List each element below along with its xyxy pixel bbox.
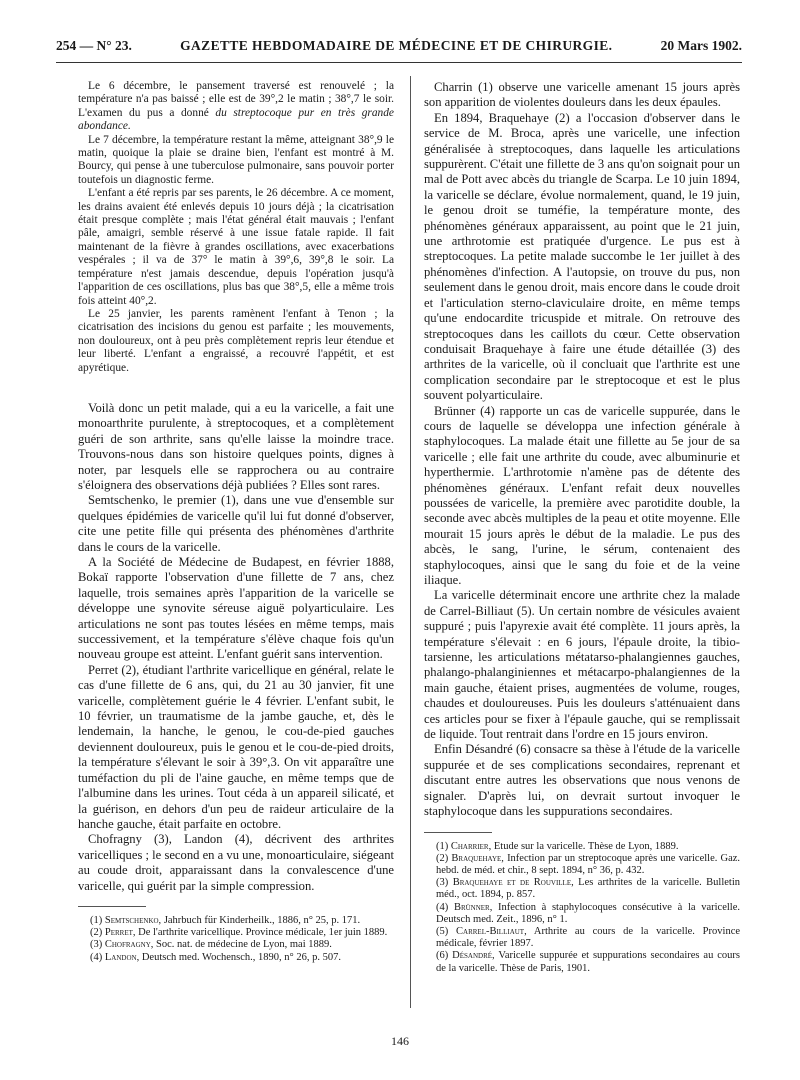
- running-header: [56, 38, 742, 63]
- footnote-rule: [424, 832, 492, 833]
- footnote: (5) Carrel-Billiaut, Arthrite au cours de la varicelle. Province médicale, février 1897.: [436, 925, 741, 950]
- footnote: (1) Charrier, Etude sur la varicelle. Thèse de Lyon, 1889.: [436, 840, 679, 852]
- text-columns: [78, 80, 740, 1030]
- column-divider: [410, 76, 411, 1008]
- header-page-number: 254: [56, 38, 77, 53]
- case-paragraph: L'enfant a été repris par ses parents, le 26 décembre. A ce moment, les drains avaient été enlevés depuis 10 jours déjà ; la cicatrisation était presque complète ; mais l'état général était mauvais ; l'enfant pâle, amaigri, semble réservé à une issue fatale rapide. Il fait maintenant de la fièvre à grandes oscillations, avec exacerbations vespérales ; il va de 37° le matin à 39°,6, 39°,8 le soir. La température n'est jamais descendue, depuis l'opération jusqu'à l'apparition de ces oscillations, plus bas que 38°,5, elle a même trois fois atteint 40°,2.: [78, 187, 394, 307]
- footnote: (1) Semtschenko, Jahrbuch für Kinderheilk., 1886, n° 25, p. 171.: [90, 914, 361, 926]
- right-footnotes: [424, 841, 740, 975]
- body-paragraph: Semtschenko, le premier (1), dans une vue d'ensemble sur quelques épidémies de varicelle qu'il lui fut donné d'observer, cite une petite fille qui présenta des phénomènes d'arthrite dans le cours de la varicelle.: [78, 493, 394, 554]
- footnote: (2) Perret, De l'arthrite varicellique. Province médicale, 1er juin 1889.: [90, 927, 388, 939]
- body-paragraph: En 1894, Braquehaye (2) a l'occasion d'observer dans le service de M. Broca, après une varicelle, une infection généralisée à streptocoques, dans laquelle les articulations suppurèrent. C'était une fillette de 3 ans qu'on soignait pour un mal de Pott avec abcès du triangle de Scarpa. Le 10 juin 1894, la varicelle se déclare, évolue normalement, quand, le 19 juin, le genou droit se tuméfie, la température monte, des phénomènes généraux apparaissent, au point que le 21 juin, une arthrotomie est pratiquée d'urgence. Le pus est à streptocoques. La petite malade succombe le 1er juillet à des phénomènes d'infection. A l'autopsie, on trouve du pus, non seulement dans le genou droit, mais encore dans le coude droit et l'articulation sterno-claviculaire droite, en même temps qu'une endocardite tricuspide et mitrale. On retrouve des streptocoques dans les caillots du cœur. Cette observation conduisait Braquehaye à faire une étude détaillée (3) des arthrites de la varicelle, où il concluait que l'arthrite est une complication secondaire par le streptocoque et est le plus souvent polyarticulaire.: [424, 110, 740, 403]
- footnote: (2) Braquehaye, Infection par un streptocoque après une varicelle. Gaz. hebd. de méd. et chir., 8 sept. 1894, n° 36, p. 432.: [436, 852, 741, 876]
- folio-number: 146: [391, 1034, 409, 1048]
- footnote: (3) Braquehaye et de Rouville, Les arthrites de la varicelle. Bulletin méd., oct. 1894, p. 857.: [436, 877, 741, 901]
- case-paragraph: Le 6 décembre, le pansement traversé est renouvelé ; la température n'a pas baissé ; elle est de 39°,2 le matin ; 38°,7 le soir. L'examen du pus a donné du streptocoque pur en très grande abondance.: [78, 80, 394, 133]
- case-paragraph: Le 7 décembre, la température restant la même, atteignant 38°,9 le matin, quoique la plaie se draine bien, l'enfant est montré à M. Bourcy, qui pense à une tuberculose pulmonaire, sans pouvoir porter toutefois un diagnostic ferme.: [78, 133, 394, 186]
- case-observation: [78, 80, 394, 375]
- body-paragraph: Perret (2), étudiant l'arthrite varicellique en général, relate le cas d'une fillette de 6 ans, qui, du 21 au 30 janvier, fit une varicelle, complètement guérie le 4 février. L'enfant subit, le 10 février, un traumatisme de la jambe gauche, et, dès le lendemain, la hanche, le genou, le cou-de-pied gauches deviennent douloureux, puis le genou et le cou-de-pied droits, la température s'élevant le soir à 39°,3. On vit apparaître une tuméfaction du pli de l'aine gauche, en même temps que de l'albumine dans les urines. Tout céda à un appareil silicaté, et la guérison, en dehors d'un peu de raideur articulaire de la hanche gauche, était parfaite en octobre.: [78, 662, 394, 831]
- header-issue: — N° 23.: [79, 38, 132, 53]
- body-paragraph: Enfin Désandré (6) consacre sa thèse à l'étude de la varicelle suppurée et de ses complications secondaires, reprenant et discutant entre autres les observations que nous venons de signaler. D'après lui, on devrait surtout invoquer le staphylocoque dans les suppurations secondaires.: [424, 742, 740, 819]
- footnote: (3) Chofragny, Soc. nat. de médecine de Lyon, mai 1889.: [90, 939, 332, 951]
- body-paragraph: Chofragny (3), Landon (4), décrivent des arthrites varicelliques ; le second en a vu une, monoarticulaire, siégeant au coude droit, apparaissant dans la convalescence d'une varicelle, qui guérit par la simple compression.: [78, 832, 394, 893]
- footnote: (6) Désandré, Varicelle suppurée et suppurations secondaires au cours de la varicelle. Thèse de Paris, 1901.: [436, 950, 740, 974]
- left-footnotes: [78, 915, 394, 964]
- journal-title: GAZETTE HEBDOMADAIRE DE MÉDECINE ET DE CHIRURGIE.: [180, 38, 613, 53]
- body-paragraph: Brünner (4) rapporte un cas de varicelle suppurée, dans le cours de laquelle se développa une infection générale à staphylocoques. La malade était une fillette au 5e jour de sa varicelle ; elle fait une arthrite du coude, avec albuminurie et hyperthermie. L'arthrotomie n'amène pas de détente des phénomènes généraux. L'enfant refait deux nouvelles poussées de varicelle, la première avec parotidite double, la seconde avec abcès multiples de la peau et otite moyenne. Elle mourait 15 jours après le début de la maladie. Le pus des abcès, le sang, l'urine, le sérum, contenaient des staphylocoques, ainsi que le sang du foie et de la veine iliaque.: [424, 403, 740, 587]
- footnote: (4) Landon, Deutsch med. Wochensch., 1890, n° 26, p. 507.: [90, 951, 341, 963]
- body-paragraph: A la Société de Médecine de Budapest, en février 1888, Bokaï rapporte l'observation d'une fillette de 7 ans, chez laquelle, trois semaines après l'apparition de la varicelle se développe une synovite séreuse aiguë polyarticulaire. Les articulations ne sont pas toutes lésées en même temps, mais successivement, et la température s'élève chaque fois qu'un nouveau groupe est atteint. L'enfant guérit sans intervention.: [78, 555, 394, 662]
- body-paragraph: La varicelle déterminait encore une arthrite chez la malade de Carrel-Billiaut (5). Un certain nombre de vésicules avaient suppuré ; puis l'apyrexie avait été complète. 11 jours après, la température s'élevait : en 6 jours, l'épaule droite, la tibio-tarsienne, les articulations métatarso-phalangiennes gauches, phalango-phalanginiennes et métacarpo-phalangiennes de la main gauche, étaient prises, augmentées de volume, rouges, chaudes et douloureuses. Puis les douleurs s'atténuaient dans ces articles pour se fixer à l'épaule gauche, qui se remplissait de liquide. Tout rentrait dans l'ordre en 15 jours environ.: [424, 588, 740, 742]
- left-column: [78, 80, 394, 1030]
- footnote: (4) Brünner, Infection à staphylocoques consécutive à la varicelle. Deutsch med. Zeit., 1896, n° 1.: [436, 901, 740, 925]
- body-paragraph: Voilà donc un petit malade, qui a eu la varicelle, a fait une monoarthrite purulente, à streptocoques, et a complètement guéri de son arthrite, sans qu'elle laisse la moindre trace. Trouvons-nous dans son histoire quelques points, dignes à noter, par lesquels elle se rapprochera ou au contraire s'éloignera des observations déjà publiées ? Elles sont rares.: [78, 400, 394, 492]
- right-column: [424, 80, 740, 1030]
- footnote-rule: [78, 906, 146, 907]
- header-date: 20 Mars 1902.: [660, 38, 742, 53]
- body-paragraph: Charrin (1) observe une varicelle amenant 15 jours après son apparition de violentes douleurs dans les deux épaules.: [424, 80, 740, 110]
- header-page-issue: [56, 38, 132, 54]
- case-paragraph: Le 25 janvier, les parents ramènent l'enfant à Tenon ; la cicatrisation des incisions du genou est parfaite ; les mouvements, non douloureux, ont à peu près complètement repris leur étendue et leur liberté. L'enfant a engraissé, a recouvré l'appétit, et est apyrétique.: [78, 307, 394, 374]
